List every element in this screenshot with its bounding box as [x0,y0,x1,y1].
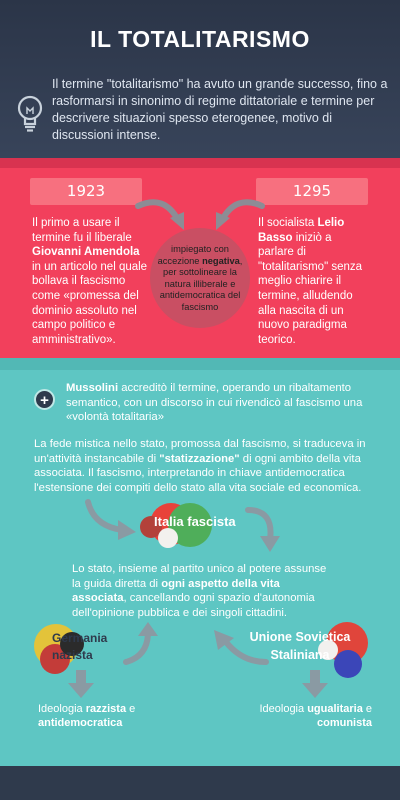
ideology-left-term1: razzista [85,703,127,715]
center-text-bold: negativa [202,255,240,266]
amendola-name: Giovanni Amendola [32,246,140,259]
stato-text-before: Lo stato, insieme al partito unico al potere assunse la guida diretta di [72,563,327,590]
italia-label: Italia fascista [154,514,236,529]
ideology-right-conj: e [362,703,372,715]
mystic-text-before: La fede mistica nello stato, promossa dal fascismo, si traduceva in un'attività instancabile di [34,438,366,465]
arrow-down-right-icon [300,670,330,700]
center-text-after: , per sottolineare la natura illiberale e antidemocratica del fascismo [159,255,243,312]
arrow-down-left-icon [66,670,96,700]
ideology-urss [248,702,372,730]
intro-paragraph: Il termine "totalitarismo" ha avuto un grande successo, fino a rasformarsi in sinonimo di regime dittatoriale e termine per descrivere situazioni spesso eterogenee, motivo di discussioni intense. [52,77,388,142]
amendola-text-after: in un articolo nel quale bollava il fascismo come «promessa del dominio assoluto nel campo politico e amministrativo». [32,260,148,346]
basso-paragraph [258,216,370,347]
ideology-left-conj: e [126,703,136,715]
basso-name: Lelio Basso [258,217,345,244]
urss-label: Unione Sovietica Staliniana [249,630,351,662]
ideology-left-term2: antidemocratica [38,717,123,729]
amendola-paragraph [32,216,150,347]
ideology-left-prefix: Ideologia [38,703,86,715]
germania-label: Germania nazista [52,631,108,662]
page-title: IL TOTALITARISMO [90,26,310,52]
mussolini-name: Mussolini [66,382,119,394]
origins-top-strip [0,158,400,168]
year-badge-left: 1923 [30,178,142,205]
lightbulb-icon [14,94,46,134]
mussolini-text: accreditò il termine, operando un ribaltamento semantico, con un discorso in cui rivendicò al fascismo una «volontà totalitaria» [66,382,363,423]
italia-white-dot [158,528,178,548]
stato-text-bold: ogni aspetto della vita associata [72,577,280,604]
ideology-right-term2: comunista [316,717,372,729]
ideology-right-term1: ugualitaria [307,703,363,715]
statizzazione-paragraph [34,437,374,495]
statizzazione-term: "statizzazione" [159,452,240,465]
year-badge-right: 1295 [256,178,368,205]
amendola-text-before: Il primo a usare il termine fu il liberale [32,217,132,244]
mystic-text-after: di ogni ambito della vita associata. Il fascismo, interpretando in chiave antidemocratica l'estensione dei compiti dello stato alla vita sociale ed economica. [34,452,362,494]
development-top-strip [0,358,400,370]
basso-text-after: iniziò a parlare di "totalitarismo" senza meglio chiarire il termine, alludendo alla nascita di un nuovo paradigma teorico. [258,231,363,346]
stato-paragraph [72,562,334,620]
ideology-germania [38,702,156,730]
ideology-right-prefix: Ideologia [259,703,308,715]
basso-text-before: Il socialista [258,217,318,229]
stato-text-after: , cancellando ogni spazio d'autonomia dell'opinione pubblica e dei singoli cittadini. [72,592,315,619]
negative-meaning-text [154,244,246,313]
plus-icon: + [34,389,55,410]
footer-band [0,766,400,800]
center-text-before: impiegato con accezione [157,244,229,266]
mussolini-paragraph [66,381,366,425]
